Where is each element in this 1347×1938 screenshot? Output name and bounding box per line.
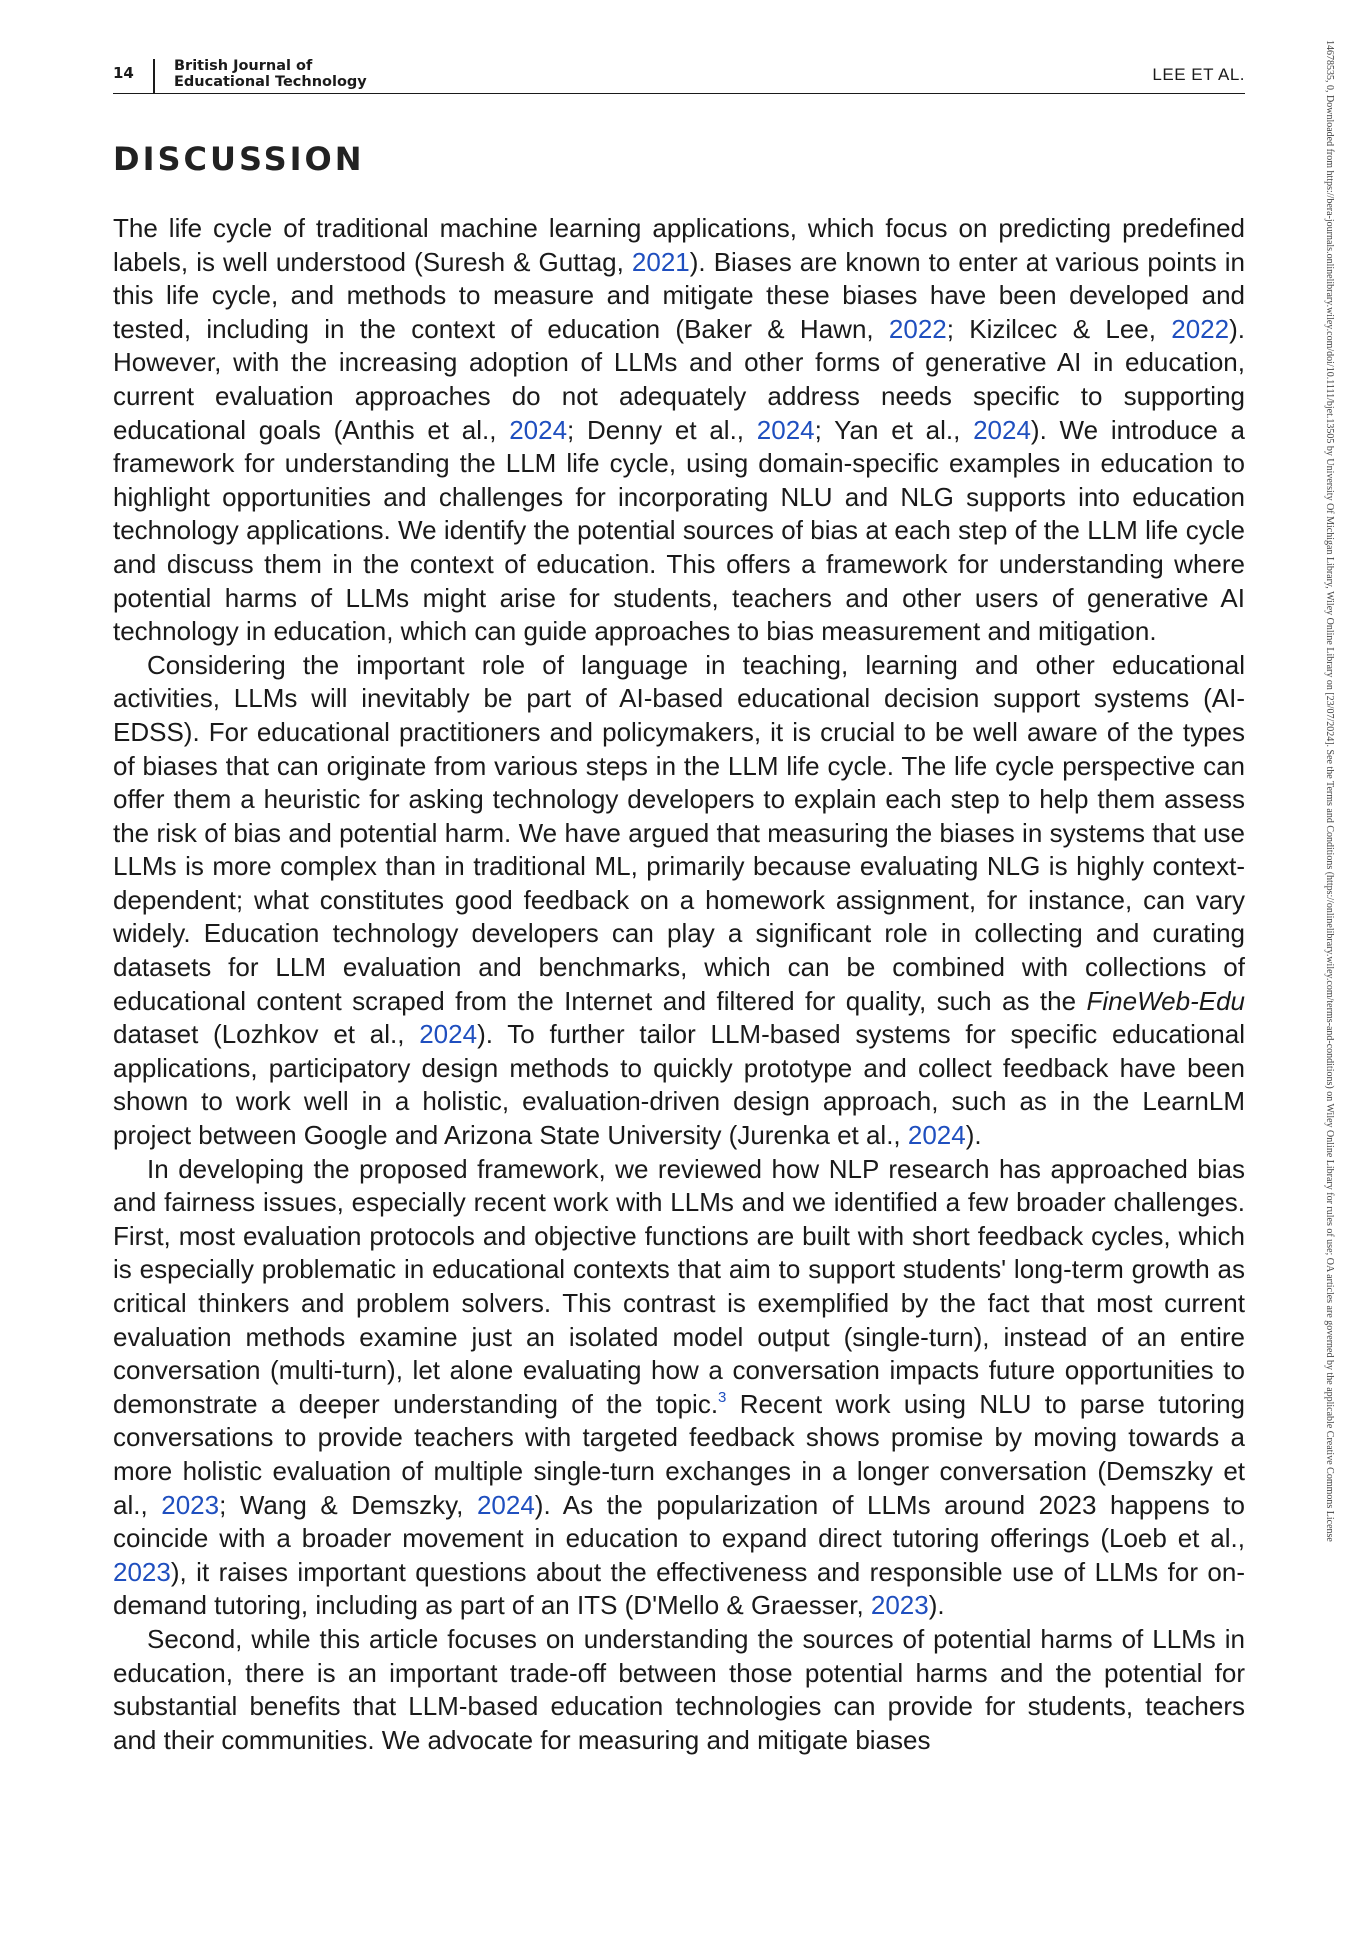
paragraph <box>113 1153 1245 1623</box>
paragraph-text: ; Denny et al., <box>567 414 757 445</box>
paragraph-text: The life cycle of traditional machine learning applications, which focus on predicting predefined labels, is well understood (Suresh & Guttag, <box>113 213 1245 277</box>
journal-title-line2: Educational Technology <box>174 74 367 90</box>
paragraph-text: Considering the important role of language in teaching, learning and other educational activities, LLMs will inevitably be part of AI-based educational decision support systems (AI-EDSS). For educational practitioners and policymakers, it is crucial to be well aware of the types of biases that can originate from various steps in the LLM life cycle. The life cycle perspective can offer them a heuristic for asking technology developers to explain each step to help them assess the risk of bias and potential harm. We have argued that measuring the biases in systems that use LLMs is more complex than in traditional ML, primarily because evaluating NLG is highly context-dependent; what constitutes good feedback on a homework assignment, for instance, can vary widely. Education technology developers can play a significant role in collecting and curating datasets for LLM evaluation and benchmarks, which can be combined with collections of educational content scraped from the Internet and filtered for quality, such as the <box>113 649 1245 1016</box>
download-notice: 14678535, 0, Downloaded from https://bera-journals.onlinelibrary.wiley.com/doi/10.1111/bjet.13505 by University Of Michigan Library, Wiley Online Library on [23/07/2024]. See the Terms and Conditions (https://onlinelibrary.wiley.com/terms-and-conditions) on Wiley Online Library for rules of use; OA articles are governed by the applicable Creative Commons License <box>1324 40 1335 1542</box>
citation-year-link[interactable]: 2023 <box>113 1556 171 1587</box>
paragraph <box>113 212 1245 649</box>
paragraph-text: ). We introduce a framework for understanding the LLM life cycle, using domain-specific examples in education to highlight opportunities and challenges for incorporating NLU and NLG supports into education technology applications. We identify the potential sources of bias at each step of the LLM life cycle and discuss them in the context of education. This offers a framework for understanding where potential harms of LLMs might arise for students, teachers and other users of generative AI technology in education, which can guide approaches to bias measurement and mitigation. <box>113 414 1245 647</box>
citation-year-link[interactable]: 2024 <box>419 1019 478 1050</box>
citation-year-link[interactable]: 2024 <box>973 414 1031 445</box>
body-text <box>113 212 1245 1757</box>
paragraph-text: ). However, with the increasing adoption of LLMs and other forms of generative AI in education, current evaluation approaches do not adequately address needs specific to supporting educational goals (Anthis et al., <box>113 313 1245 445</box>
footnote-marker[interactable]: 3 <box>718 1388 727 1406</box>
paragraph-text: ; Wang & Demszky, <box>219 1489 477 1520</box>
citation-year-link[interactable]: 2022 <box>888 313 947 344</box>
paragraph-text: ). To further tailor LLM-based systems for specific educational applications, participatory design methods to quickly prototype and collect feedback have been shown to work well in a holistic, evaluation-driven design approach, such as in the LearnLM project between Google and Arizona State University (Jurenka et al., <box>113 1019 1245 1151</box>
paragraph-text: ). Biases are known to enter at various points in this life cycle, and methods to measure and mitigate these biases have been developed and tested, including in the context of education (Baker & Hawn, <box>113 246 1245 344</box>
citation-year-link[interactable]: 2023 <box>161 1489 220 1520</box>
paragraph-text: Recent work using NLU to parse tutoring conversations to provide teachers with targeted feedback shows promise by moving towards a more holistic evaluation of multiple single-turn exchanges in a longer conversation (Demszky et al., <box>113 1388 1245 1520</box>
journal-title-line1: British Journal of <box>174 58 313 74</box>
section-heading: DISCUSSION <box>113 140 365 178</box>
citation-year-link[interactable]: 2024 <box>509 414 568 445</box>
dataset-name: FineWeb-Edu <box>1086 985 1245 1016</box>
running-authors: LEE ET AL. <box>1152 65 1245 84</box>
paragraph <box>113 649 1245 1153</box>
header-rule <box>113 93 1245 94</box>
paragraph-text: ; Yan et al., <box>814 414 974 445</box>
page-header <box>113 56 1245 96</box>
paragraph-text: dataset (Lozhkov et al., <box>113 1019 420 1050</box>
paragraph-text: ; Kizilcec & Lee, <box>946 313 1172 344</box>
citation-year-link[interactable]: 2023 <box>870 1590 929 1621</box>
citation-year-link[interactable]: 2021 <box>631 246 690 277</box>
paragraph-text: In developing the proposed framework, we reviewed how NLP research has approached bias and fairness issues, especially recent work with LLMs and we identified a few broader challenges. First, most evaluation protocols and objective functions are built with short feedback cycles, which is especially problematic in educational contexts that aim to support students' long-term growth as critical thinkers and problem solvers. This contrast is exemplified by the fact that most current evaluation methods examine just an isolated model output (single-turn), instead of an entire conversation (multi-turn), let alone evaluating how a conversation impacts future opportunities to demonstrate a deeper understanding of the topic. <box>113 1153 1245 1419</box>
paragraph-text: ). <box>928 1590 945 1621</box>
paragraph-text: ). <box>965 1120 982 1151</box>
paragraph-text: ), it raises important questions about the effectiveness and responsible use of LLMs for on-demand tutoring, including as part of an ITS (D'Mello & Graesser, <box>113 1556 1245 1621</box>
header-separator <box>153 59 155 93</box>
page-number: 14 <box>113 64 134 82</box>
citation-year-link[interactable]: 2024 <box>756 414 815 445</box>
paragraph-text: Second, while this article focuses on understanding the sources of potential harms of LLMs in education, there is an important trade-off between those potential harms and the potential for substantial benefits that LLM-based education technologies can provide for students, teachers and their communities. We advocate for measuring and mitigate biases <box>113 1623 1245 1755</box>
journal-title <box>174 58 367 90</box>
citation-year-link[interactable]: 2022 <box>1171 313 1230 344</box>
paragraph <box>113 1623 1245 1757</box>
paragraph-text: ). As the popularization of LLMs around 2023 happens to coincide with a broader movement in education to expand direct tutoring offerings (Loeb et al., <box>113 1489 1245 1554</box>
citation-year-link[interactable]: 2024 <box>907 1120 966 1151</box>
citation-year-link[interactable]: 2024 <box>476 1489 535 1520</box>
